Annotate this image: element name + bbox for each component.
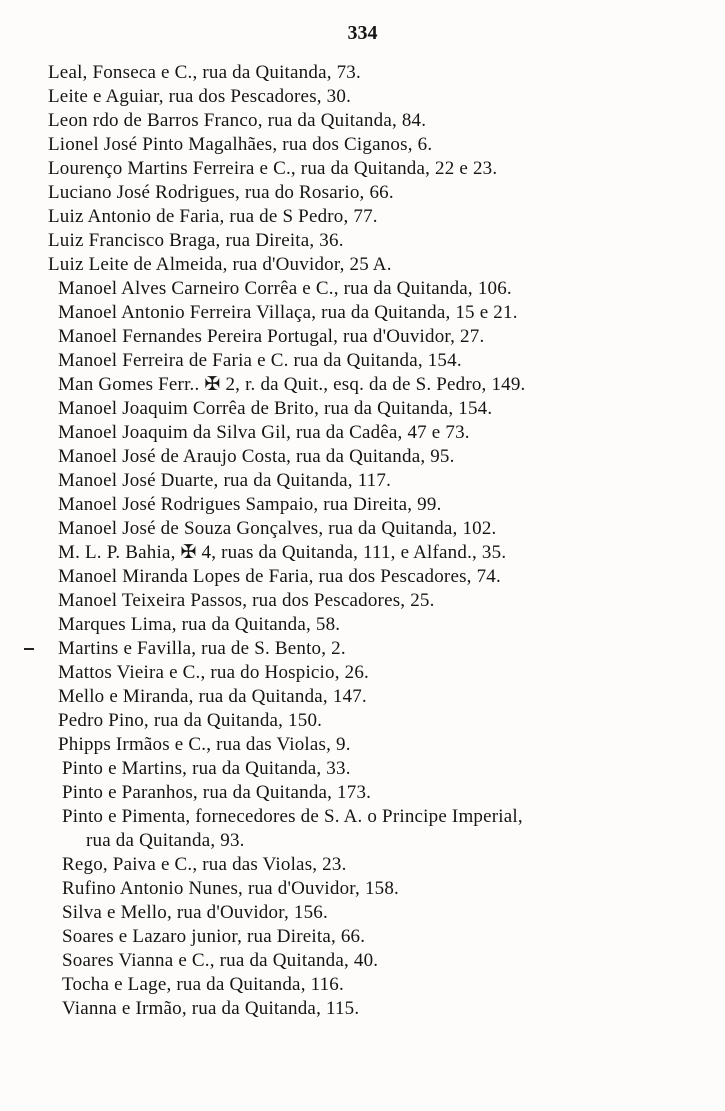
list-item: Pinto e Paranhos, rua da Quitanda, 173. [62,782,372,803]
list-item: Mello e Miranda, rua da Quitanda, 147. [58,686,367,707]
list-item: Pinto e Pimenta, fornecedores de S. A. o Principe Imperial, [62,806,523,827]
list-item: Manoel Fernandes Pereira Portugal, rua d'Ouvidor, 27. [58,326,485,347]
list-item: Manoel José Rodrigues Sampaio, rua Direita, 99. [58,494,442,515]
list-item: Manoel Alves Carneiro Corrêa e C., rua da Quitanda, 106. [58,278,512,299]
list-item: Tocha e Lage, rua da Quitanda, 116. [62,974,344,995]
list-item: Manoel José de Araujo Costa, rua da Quitanda, 95. [58,446,455,467]
list-item: Manoel Miranda Lopes de Faria, rua dos Pescadores, 74. [58,566,501,587]
list-item: Pedro Pino, rua da Quitanda, 150. [58,710,323,731]
list-item: Lourenço Martins Ferreira e C., rua da Quitanda, 22 e 23. [48,158,498,179]
list-item: Luciano José Rodrigues, rua do Rosario, 66. [48,182,394,203]
list-item: Soares Vianna e C., rua da Quitanda, 40. [62,950,379,971]
list-item: Pinto e Martins, rua da Quitanda, 33. [62,758,351,779]
list-item: Leon rdo de Barros Franco, rua da Quitanda, 84. [48,110,427,131]
list-item: Manoel Antonio Ferreira Villaça, rua da Quitanda, 15 e 21. [58,302,518,323]
list-item: Phipps Irmãos e C., rua das Violas, 9. [58,734,351,755]
list-item: Leal, Fonseca e C., rua da Quitanda, 73. [48,62,361,83]
list-item: Leite e Aguiar, rua dos Pescadores, 30. [48,86,352,107]
page-number: 334 [347,22,378,44]
list-item: Mattos Vieira e C., rua do Hospicio, 26. [58,662,369,683]
merchant-list [48,61,668,1021]
list-item: Martins e Favilla, rua de S. Bento, 2. [58,638,346,659]
list-item: Luiz Francisco Braga, rua Direita, 36. [48,230,344,251]
list-item: Manoel José de Souza Gonçalves, rua da Quitanda, 102. [58,518,497,539]
list-item: Rufino Antonio Nunes, rua d'Ouvidor, 158. [62,878,400,899]
margin-dash [24,648,34,650]
list-item: Luiz Antonio de Faria, rua de S Pedro, 77. [48,206,378,227]
list-item: Manoel Joaquim da Silva Gil, rua da Cadêa, 47 e 73. [58,422,470,443]
list-item: Silva e Mello, rua d'Ouvidor, 156. [62,902,328,923]
list-item: Luiz Leite de Almeida, rua d'Ouvidor, 25 A. [48,254,392,275]
list-item: Marques Lima, rua da Quitanda, 58. [58,614,341,635]
list-item: Manoel Joaquim Corrêa de Brito, rua da Quitanda, 154. [58,398,493,419]
list-item: M. L. P. Bahia, ✠ 4, ruas da Quitanda, 111, e Alfand., 35. [58,542,507,563]
list-item: Manoel Ferreira de Faria e C. rua da Quitanda, 154. [58,350,462,371]
list-item: Vianna e Irmão, rua da Quitanda, 115. [62,998,360,1019]
list-item: Manoel José Duarte, rua da Quitanda, 117. [58,470,392,491]
list-item: Man Gomes Ferr.. ✠ 2, r. da Quit., esq. da de S. Pedro, 149. [58,374,526,395]
list-item: Rego, Paiva e C., rua das Violas, 23. [62,854,347,875]
list-item: Lionel José Pinto Magalhães, rua dos Ciganos, 6. [48,134,433,155]
list-item: Manoel Teixeira Passos, rua dos Pescadores, 25. [58,590,435,611]
list-item-continuation: rua da Quitanda, 93. [86,830,245,851]
list-item: Soares e Lazaro junior, rua Direita, 66. [62,926,366,947]
